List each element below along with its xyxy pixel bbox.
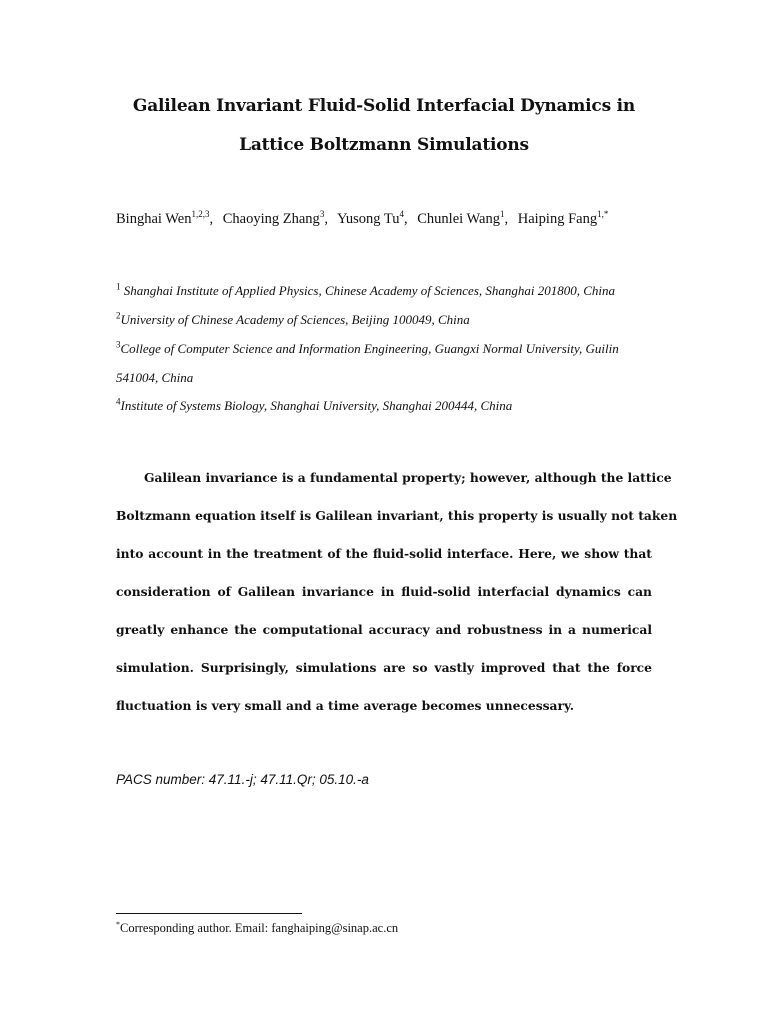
author-superscript: 3 — [319, 209, 325, 220]
affiliation-3-continued: 541004, China — [116, 370, 194, 385]
author: Haiping Fang$^{1,*}$ — [517, 209, 609, 227]
author-list — [116, 211, 614, 228]
affiliation-2: $^2$University of Chinese Academy of Sciences, Beijing 100049, China — [116, 310, 470, 327]
author-superscript: 4 — [399, 209, 404, 220]
abstract-line: consideration of Galilean invariance in fluid-solid interfacial dynamics can — [116, 584, 652, 599]
abstract-line: simulation. Surprisingly, simulations are so vastly improved that the force — [116, 660, 652, 675]
paper-title-line-1: Galilean Invariant Fluid-Solid Interfacial Dynamics in — [132, 96, 636, 116]
abstract-line: into account in the treatment of the fluid-solid interface. Here, we show that — [116, 546, 652, 561]
affiliation-3: $^3$College of Computer Science and Information Engineering, Guangxi Normal University, Guilin — [116, 339, 619, 356]
abstract-line: Boltzmann equation itself is Galilean invariant, this property is usually not taken — [116, 508, 678, 523]
corresponding-author-footnote: *Corresponding author. Email: fanghaiping@sinap.ac.cn — [116, 919, 399, 935]
author: Chaoying Zhang$^3$, — [222, 209, 328, 227]
author-superscript: 1 — [500, 209, 505, 220]
affiliation-4: $^4$Institute of Systems Biology, Shanghai University, Shanghai 200444, China — [116, 396, 513, 413]
footnote-divider — [116, 913, 302, 914]
author: Binghai Wen$^{1,2,3}$, — [116, 209, 214, 227]
paper-title-line-2: Lattice Boltzmann Simulations — [239, 135, 529, 155]
author: Yusong Tu$^4$, — [337, 209, 408, 227]
author-superscript: 1,* — [597, 209, 609, 220]
abstract-line: greatly enhance the computational accuracy and robustness in a numerical — [116, 622, 652, 637]
pacs-numbers: PACS number: 47.11.-j; 47.11.Qr; 05.10.-a — [116, 772, 369, 787]
abstract — [116, 459, 678, 725]
affiliation-1: $^1$ Shanghai Institute of Applied Physics, Chinese Academy of Sciences, Shanghai 201800, China — [116, 281, 616, 298]
author-superscript: 1,2,3 — [191, 209, 210, 220]
abstract-line: Galilean invariance is a fundamental property; however, although the lattice — [144, 470, 672, 485]
author: Chunlei Wang$^1$, — [417, 209, 509, 227]
abstract-line: fluctuation is very small and a time average becomes unnecessary. — [116, 698, 575, 713]
